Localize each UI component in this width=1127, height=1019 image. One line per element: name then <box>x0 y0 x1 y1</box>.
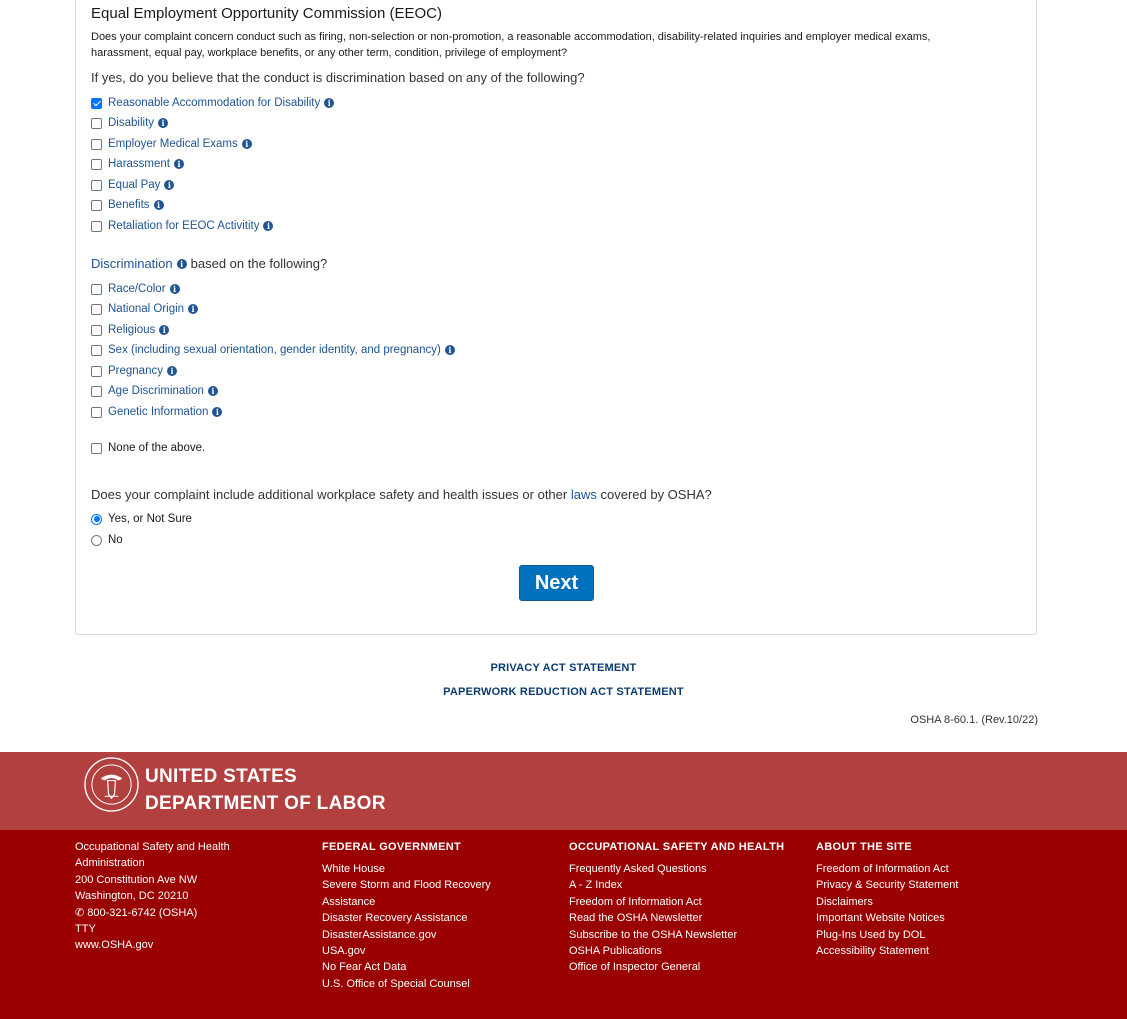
option-label[interactable]: None of the above. <box>108 442 206 454</box>
option-label[interactable]: Sex (including sexual orientation, gender identity, and pregnancy) <box>108 344 441 356</box>
osha-website-link[interactable]: www.OSHA.gov <box>75 939 154 952</box>
footer-link[interactable]: Plug-Ins Used by DOL <box>816 928 926 941</box>
checkbox[interactable] <box>91 118 102 129</box>
info-icon[interactable]: i <box>212 407 222 417</box>
paperwork-reduction-link[interactable]: PAPERWORK REDUCTION ACT STATEMENT <box>443 686 684 698</box>
info-icon[interactable]: i <box>445 345 455 355</box>
option-pregnancy[interactable] <box>91 363 177 379</box>
footer-link[interactable]: No Fear Act Data <box>322 961 407 974</box>
option-label[interactable]: Disability <box>108 117 155 129</box>
option-label[interactable]: Reasonable Accommodation for Disability <box>108 97 321 109</box>
option-none-of-the-above[interactable] <box>91 440 205 456</box>
complaint-form-panel <box>75 0 1037 635</box>
footer-link[interactable]: Severe Storm and Flood Recovery Assistance <box>322 879 491 908</box>
tty-link[interactable]: TTY <box>75 923 96 936</box>
info-icon[interactable]: i <box>154 200 164 210</box>
city-state-zip: Washington, DC 20210 <box>75 890 189 903</box>
option-label[interactable]: Equal Pay <box>108 179 161 191</box>
discrimination-question <box>91 256 327 271</box>
info-icon[interactable]: i <box>177 259 187 269</box>
footer-link[interactable]: Subscribe to the OSHA Newsletter <box>569 928 738 941</box>
radio-label[interactable]: Yes, or Not Sure <box>108 513 192 525</box>
radio-yes-or-not-sure[interactable] <box>91 511 192 527</box>
osha-question-text: Does your complaint include additional workplace safety and health issues or other <box>91 487 568 502</box>
phone-icon: ✆ <box>75 906 85 919</box>
footer-link[interactable]: White House <box>322 863 385 875</box>
option-sex[interactable] <box>91 342 455 358</box>
footer-link[interactable]: Read the OSHA Newsletter <box>569 912 703 925</box>
phone-number[interactable]: 800-321-6742 (OSHA) <box>87 906 198 919</box>
footer-link[interactable]: Disaster Recovery Assistance <box>322 912 468 925</box>
checkbox[interactable] <box>91 221 102 232</box>
option-label[interactable]: Race/Color <box>108 283 166 295</box>
checkbox[interactable] <box>91 443 102 454</box>
footer-heading: FEDERAL GOVERNMENT <box>322 841 462 853</box>
checkbox[interactable] <box>91 366 102 377</box>
info-icon[interactable]: i <box>324 98 334 108</box>
footer-link[interactable]: OSHA Publications <box>569 945 662 958</box>
info-icon[interactable]: i <box>208 386 218 396</box>
option-label[interactable]: Employer Medical Exams <box>108 138 238 150</box>
eeoc-question: If yes, do you believe that the conduct is discrimination based on any of the following? <box>91 70 585 85</box>
footer-link[interactable]: A - Z Index <box>569 879 623 892</box>
option-religious[interactable] <box>91 322 169 338</box>
footer-federal-government <box>322 840 522 992</box>
footer-link[interactable]: Office of Inspector General <box>569 961 701 974</box>
option-label[interactable]: Genetic Information <box>108 406 209 418</box>
footer-link[interactable]: Accessibility Statement <box>816 945 930 958</box>
option-label[interactable]: Age Discrimination <box>108 385 204 397</box>
option-label[interactable]: National Origin <box>108 303 185 315</box>
option-age-discrimination[interactable] <box>91 383 218 399</box>
radio-label[interactable]: No <box>108 534 123 546</box>
radio-no[interactable] <box>91 532 123 548</box>
footer-heading: OCCUPATIONAL SAFETY AND HEALTH <box>569 841 785 853</box>
info-icon[interactable]: i <box>188 304 198 314</box>
checkbox[interactable] <box>91 325 102 336</box>
privacy-act-link[interactable]: PRIVACY ACT STATEMENT <box>490 662 637 674</box>
option-label[interactable]: Pregnancy <box>108 365 163 377</box>
checkbox[interactable] <box>91 284 102 295</box>
checkbox[interactable] <box>91 407 102 418</box>
option-label[interactable]: Retaliation for EEOC Activitity <box>108 220 260 232</box>
discrimination-link[interactable]: Discrimination <box>91 256 173 271</box>
option-genetic-information[interactable] <box>91 404 222 420</box>
option-benefits[interactable] <box>91 197 164 213</box>
checkbox[interactable] <box>91 180 102 191</box>
footer-link[interactable]: Important Website Notices <box>816 912 945 925</box>
dol-name[interactable] <box>145 763 386 817</box>
phone-line[interactable] <box>75 905 275 921</box>
option-employer-medical-exams[interactable] <box>91 136 252 152</box>
option-label[interactable]: Harassment <box>108 158 170 170</box>
street-address: 200 Constitution Ave NW <box>75 873 198 886</box>
footer-link[interactable]: Privacy & Security Statement <box>816 879 959 892</box>
discrimination-question-text: based on the following? <box>190 256 328 271</box>
option-disability[interactable] <box>91 115 168 131</box>
option-label[interactable]: Benefits <box>108 199 150 211</box>
radio-button[interactable] <box>91 514 102 525</box>
osha-question-text-end: covered by OSHA? <box>600 487 712 502</box>
dol-seal-icon[interactable] <box>84 757 139 812</box>
option-race-color[interactable] <box>91 281 180 297</box>
option-national-origin[interactable] <box>91 301 198 317</box>
dol-name-line1: UNITED STATES <box>145 766 298 787</box>
info-icon[interactable]: i <box>158 118 168 128</box>
footer-link[interactable]: DisasterAssistance.gov <box>322 928 437 941</box>
footer-link[interactable]: Frequently Asked Questions <box>569 863 707 875</box>
form-revision: OSHA 8-60.1. (Rev.10/22) <box>910 714 1038 726</box>
agency-name: Occupational Safety and Health Administration <box>75 841 230 870</box>
footer-heading: ABOUT THE SITE <box>816 841 912 853</box>
option-retaliation[interactable] <box>91 218 273 234</box>
footer-link[interactable]: USA.gov <box>322 945 366 958</box>
next-button[interactable]: Next <box>519 565 594 601</box>
checkbox[interactable] <box>91 159 102 170</box>
option-label[interactable]: Religious <box>108 324 156 336</box>
footer-link[interactable]: Disclaimers <box>816 895 873 908</box>
info-icon[interactable]: i <box>164 180 174 190</box>
eeoc-description: Does your complaint concern conduct such as firing, non-selection or non-promotion, a reasonable accommodation, disability-related inquiries and employer medical exams, harassment, equal pay, workplace benefits, or any other term, condition, privilege of employment? <box>91 31 931 59</box>
checkbox[interactable] <box>91 304 102 315</box>
footer-link[interactable]: Freedom of Information Act <box>816 863 949 875</box>
footer-link[interactable]: U.S. Office of Special Counsel <box>322 977 470 990</box>
option-harassment[interactable] <box>91 156 184 172</box>
checkbox[interactable] <box>91 200 102 211</box>
option-equal-pay[interactable] <box>91 177 174 193</box>
info-icon[interactable]: i <box>170 284 180 294</box>
checkbox[interactable] <box>91 345 102 356</box>
option-reasonable-accommodation[interactable] <box>91 95 334 111</box>
footer-osh <box>569 840 784 976</box>
info-icon[interactable]: i <box>167 366 177 376</box>
eeoc-section-title: Equal Employment Opportunity Commission (EEOC) <box>91 5 442 22</box>
laws-link[interactable]: laws <box>570 487 597 502</box>
info-icon[interactable]: i <box>159 325 169 335</box>
checkbox[interactable] <box>91 98 102 109</box>
checkbox[interactable] <box>91 386 102 397</box>
dol-name-line2: DEPARTMENT OF LABOR <box>145 793 386 814</box>
info-icon[interactable]: i <box>174 159 184 169</box>
checkbox[interactable] <box>91 139 102 150</box>
footer-link[interactable]: Freedom of Information Act <box>569 895 702 908</box>
info-icon[interactable]: i <box>242 139 252 149</box>
radio-button[interactable] <box>91 535 102 546</box>
footer-address <box>75 839 275 954</box>
info-icon[interactable]: i <box>263 221 273 231</box>
footer-about-site <box>816 840 958 959</box>
osha-question <box>91 487 712 502</box>
